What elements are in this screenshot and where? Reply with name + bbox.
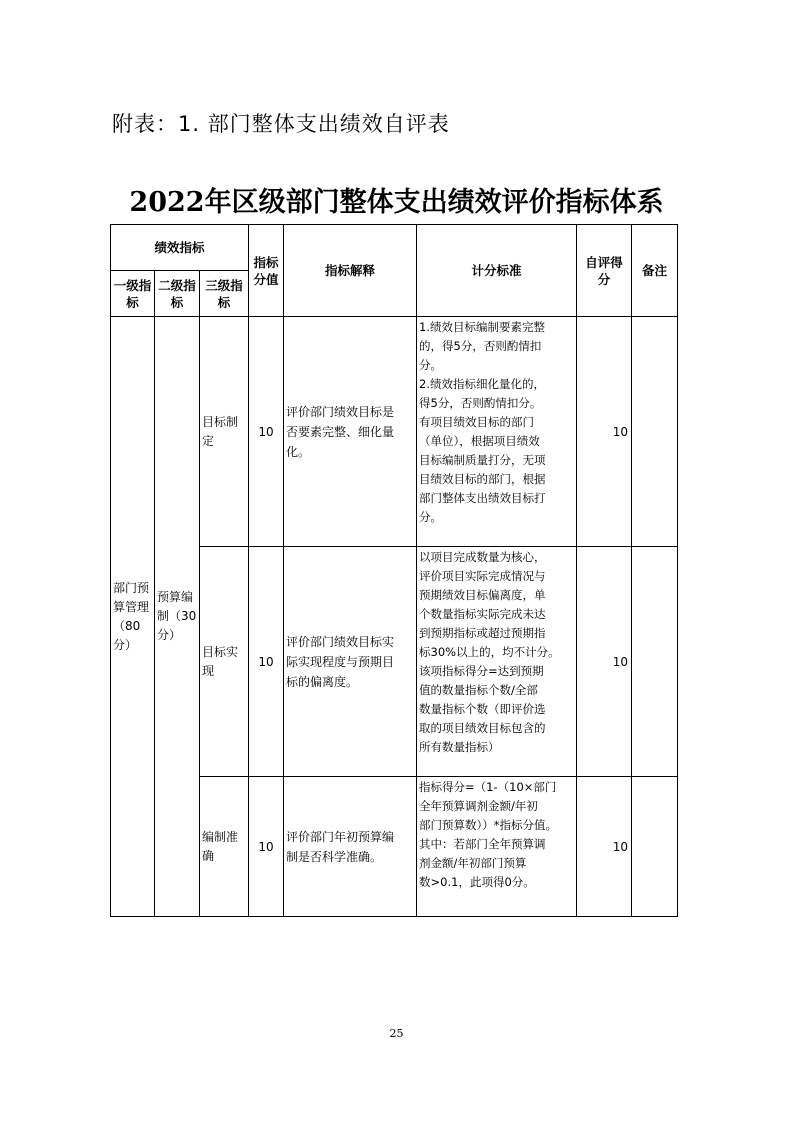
- header-criteria: 计分标准: [417, 225, 577, 317]
- document-title: 2022年区级部门整体支出绩效评价指标体系: [129, 187, 664, 218]
- explanation-cell: 评价部门绩效目标实 际实现程度与预期目 标的偏离度。: [284, 547, 417, 777]
- remark-cell: [632, 777, 678, 917]
- weight-cell: 10: [249, 317, 284, 547]
- level3-cell: 编制准 确: [200, 777, 249, 917]
- header-level3: 三级指 标: [200, 271, 249, 317]
- table-caption: 附表：1. 部门整体支出绩效自评表: [112, 112, 450, 136]
- level1-cell: 部门预 算管理 （80 分）: [111, 317, 155, 917]
- remark-cell: [632, 547, 678, 777]
- weight-cell: 10: [249, 547, 284, 777]
- header-explanation: 指标解释: [284, 225, 417, 317]
- explanation-cell: 评价部门年初预算编 制是否科学准确。: [284, 777, 417, 917]
- header-weight: 指标 分值: [249, 225, 284, 317]
- header-level1: 一级指 标: [111, 271, 155, 317]
- header-indicator: 绩效指标: [111, 225, 249, 271]
- self-score-cell: 10: [577, 777, 632, 917]
- level3-cell: 目标实 现: [200, 547, 249, 777]
- level3-cell: 目标制 定: [200, 317, 249, 547]
- criteria-cell: 1.绩效目标编制要素完整 的，得5分，否则酌情扣 分。 2.绩效指标细化量化的， 得5分，否则酌情扣分。 有项目绩效目标的部门 （单位），根据项目绩效 目标编制质量打分，无项 目绩效目标的部门，根据 部门整体支出绩效目标打 分。: [417, 317, 577, 547]
- header-remark: 备注: [632, 225, 678, 317]
- header-level2: 二级指 标: [155, 271, 200, 317]
- indicator-table: [110, 224, 678, 917]
- table-row: [111, 317, 678, 547]
- level2-cell: 预算编 制（30 分）: [155, 317, 200, 917]
- self-score-cell: 10: [577, 547, 632, 777]
- explanation-cell: 评价部门绩效目标是 否要素完整、细化量 化。: [284, 317, 417, 547]
- weight-cell: 10: [249, 777, 284, 917]
- remark-cell: [632, 317, 678, 547]
- criteria-cell: 以项目完成数量为核心， 评价项目实际完成情况与 预期绩效目标偏离度，单 个数量指标实际完成未达 到预期指标或超过预期指 标30%以上的，均不计分。 该项指标得分=达到预期 值的数量指标个数/全部 数量指标个数（即评价选 取的项目绩效目标包含的 所有数量指标）: [417, 547, 577, 777]
- header-self-score: 自评得 分: [577, 225, 632, 317]
- page-number: 25: [389, 1027, 404, 1040]
- self-score-cell: 10: [577, 317, 632, 547]
- criteria-cell: 指标得分=（1-（10×部门 全年预算调剂金额/年初 部门预算数））*指标分值。 其中：若部门全年预算调 剂金额/年初部门预算 数>0.1，此项得0分。: [417, 777, 577, 917]
